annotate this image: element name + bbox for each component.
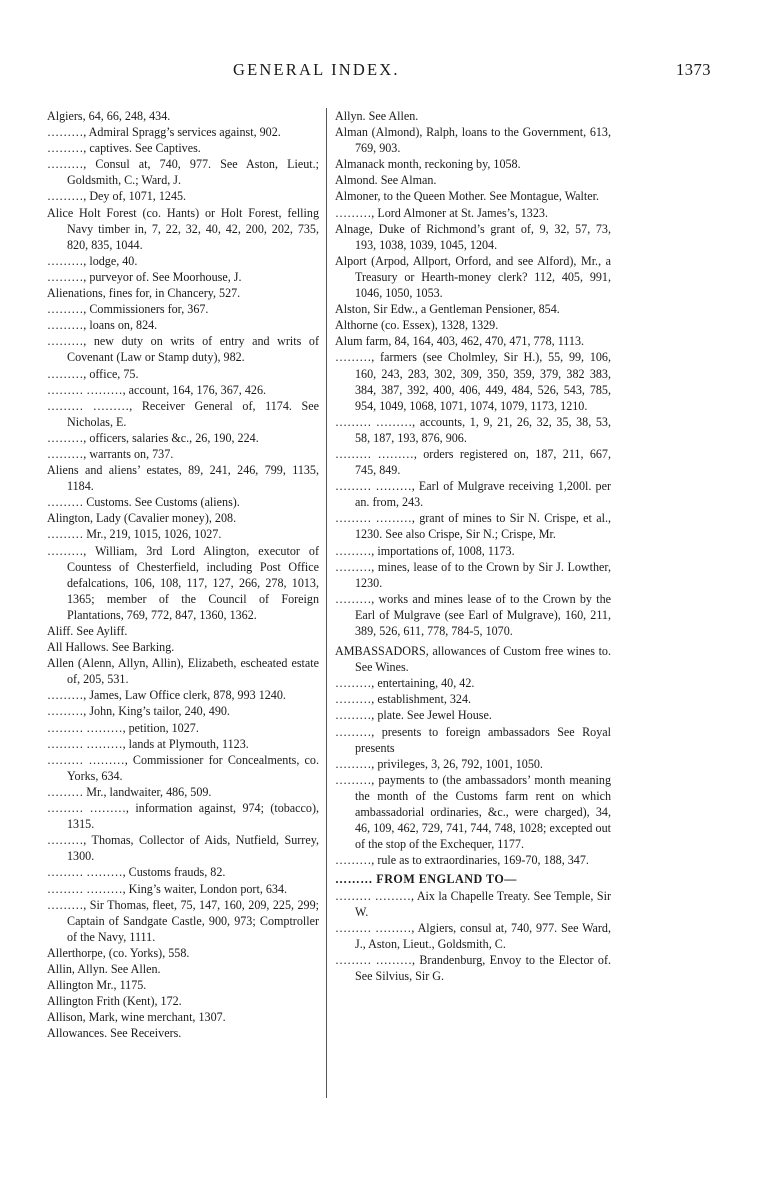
- index-entry: ……… Mr., 219, 1015, 1026, 1027.: [47, 527, 222, 542]
- index-entry: ………, mines, lease of to the Crown by Sir J. Lowther, 1230.: [335, 559, 611, 590]
- index-entry: Allison, Mark, wine merchant, 1307.: [47, 1010, 226, 1025]
- index-entry: ……… ………, lands at Plymouth, 1123.: [47, 736, 249, 751]
- index-entry: ………, loans on, 824.: [47, 318, 158, 333]
- index-entry: ……… ………, Customs frauds, 82.: [47, 865, 226, 880]
- index-entry: Alport (Arpod, Allport, Orford, and see Alford), Mr., a Treasury or Hearth-money clerk? 112, 405, 991, 1046, 1050, 1053.: [335, 253, 611, 301]
- index-entry: ……… Customs. See Customs (aliens).: [47, 495, 240, 510]
- index-entry: ……… ………, Earl of Mulgrave receiving 1,200l. per an. from, 243.: [335, 479, 611, 510]
- index-entry: ……… ………, information against, 974; (tobacco), 1315.: [47, 801, 319, 832]
- index-entry: ………, John, King’s tailor, 240, 490.: [47, 704, 230, 719]
- index-entry: ………, farmers (see Cholmley, Sir H.), 55, 99, 106, 160, 243, 283, 302, 309, 350, 359, 379, 382 383, 384, 387, 392, 400, 406, 449, 484, 526, 543, 785, 954, 1049, 1068, 1071, 1074, 1079, 1173, 1210.: [335, 350, 611, 413]
- index-entry: ………, presents to foreign ambassadors See Royal presents: [335, 724, 611, 755]
- index-entry: Almoner, to the Queen Mother. See Montague, Walter.: [335, 189, 599, 204]
- index-entry: Alum farm, 84, 164, 403, 462, 470, 471, 778, 1113.: [335, 334, 585, 349]
- index-entry: ………, Sir Thomas, fleet, 75, 147, 160, 209, 225, 299; Captain of Sandgate Castle, 900, 973; Comptroller of the Navy, 1111.: [47, 897, 319, 944]
- index-entry: Alnage, Duke of Richmond’s grant of, 9, 32, 57, 73, 193, 1038, 1039, 1045, 1204.: [335, 221, 611, 252]
- index-entry: ………, importations of, 1008, 1173.: [335, 543, 515, 558]
- index-entry: ………, James, Law Office clerk, 878, 993 1240.: [47, 688, 286, 703]
- index-entry: ………, new duty on writs of entry and writs of Covenant (Law or Stamp duty), 982.: [47, 334, 319, 365]
- index-entry: ………, payments to (the ambassadors’ month meaning the month of the Customs farm rent on which ambassadorial ordinaries, &c., were charged), 34, 46, 109, 462, 729, 741, 744, 748, 1028; excepted out of the stop of the Exchequer, 1177.: [335, 772, 611, 852]
- index-entry: Almond. See Alman.: [335, 173, 437, 188]
- index-entry: Allerthorpe, (co. Yorks), 558.: [47, 945, 190, 960]
- index-entry: ……… ………, Commissioner for Concealments, co. Yorks, 634.: [47, 752, 319, 783]
- index-entry: Allen (Alenn, Allyn, Allin), Elizabeth, escheated estate of, 205, 531.: [47, 656, 319, 687]
- index-entry: ……… ………, account, 164, 176, 367, 426.: [47, 382, 267, 397]
- index-entry: ……… ………, Brandenburg, Envoy to the Elector of. See Silvius, Sir G.: [335, 952, 611, 983]
- index-entry: Allyn. See Allen.: [335, 109, 419, 123]
- index-entry: Algiers, 64, 66, 248, 434.: [47, 109, 171, 123]
- index-entry: ………, Admiral Spragg’s services against, 902.: [47, 125, 281, 140]
- index-entry: ………, warrants on, 737.: [47, 446, 174, 461]
- index-entry: ………, plate. See Jewel House.: [335, 708, 492, 723]
- index-entry-ambassadors: AMBASSADORS, allowances of Custom free wines to. See Wines.: [335, 644, 611, 675]
- column-divider: [326, 108, 327, 1098]
- index-entry: Allin, Allyn. See Allen.: [47, 961, 161, 976]
- index-entry: ………, Thomas, Collector of Aids, Nutfield, Surrey, 1300.: [47, 833, 319, 864]
- index-entry: ……… ………, Aix la Chapelle Treaty. See Temple, Sir W.: [335, 888, 611, 919]
- index-entry: ………, office, 75.: [47, 366, 139, 381]
- page-header: [0, 60, 770, 84]
- index-entry: ……… ………, orders registered on, 187, 211, 667, 745, 849.: [335, 446, 611, 478]
- index-entry: All Hallows. See Barking.: [47, 640, 175, 655]
- index-entry: Almanack month, reckoning by, 1058.: [335, 157, 521, 172]
- index-column-right: [335, 108, 611, 984]
- index-entry: ……… ………, petition, 1027.: [47, 720, 199, 735]
- index-entry: ……… Mr., landwaiter, 486, 509.: [47, 784, 212, 799]
- index-entry: ……… ………, Algiers, consul at, 740, 977. See Ward, J., Aston, Lieut., Goldsmith, C.: [335, 920, 611, 951]
- index-entry: ………, purveyor of. See Moorhouse, J.: [47, 269, 242, 284]
- index-entry: Aliff. See Ayliff.: [47, 624, 128, 638]
- index-entry: Alman (Almond), Ralph, loans to the Government, 613, 769, 903.: [335, 125, 611, 156]
- index-entry: ………, captives. See Captives.: [47, 141, 201, 156]
- running-title: GENERAL INDEX.: [233, 60, 400, 79]
- index-entry: ……… ………, accounts, 1, 9, 21, 26, 32, 35, 38, 53, 58, 187, 193, 876, 906.: [335, 414, 611, 445]
- index-entry: Alienations, fines for, in Chancery, 527.: [47, 286, 241, 301]
- index-entry: Allington Frith (Kent), 172.: [47, 994, 182, 1009]
- index-entry: ………, establishment, 324.: [335, 692, 472, 707]
- index-entry: ………, entertaining, 40, 42.: [335, 676, 475, 691]
- index-entry: Aliens and aliens’ estates, 89, 241, 246, 799, 1135, 1184.: [47, 463, 319, 494]
- index-entry: ………, Dey of, 1071, 1245.: [47, 189, 187, 204]
- index-entry: ………, works and mines lease of to the Crown by the Earl of Mulgrave (see Earl of Mulgrave), 160, 211, 389, 526, 611, 778, 784-5, 1070.: [335, 591, 611, 638]
- index-entry: Allowances. See Receivers.: [47, 1026, 182, 1041]
- index-entry: ……… ………, Receiver General of, 1174. See Nicholas, E.: [47, 398, 319, 429]
- index-entry: ……… ………, grant of mines to Sir N. Crispe, et al., 1230. See also Crispe, Sir N.; Crispe, Mr.: [335, 511, 611, 542]
- index-entry: ………, Consul at, 740, 977. See Aston, Lieut.; Goldsmith, C.; Ward, J.: [47, 157, 319, 188]
- page-number: 1373: [676, 60, 711, 79]
- index-entry: ………, rule as to extraordinaries, 169-70, 188, 347.: [335, 853, 589, 868]
- index-entry: Allington Mr., 1175.: [47, 978, 147, 993]
- index-entry: ………, privileges, 3, 26, 792, 1001, 1050.: [335, 756, 543, 771]
- index-entry: Althorne (co. Essex), 1328, 1329.: [335, 318, 499, 333]
- index-column-left: [47, 108, 319, 1041]
- index-entry: Alice Holt Forest (co. Hants) or Holt Forest, felling Navy timber in, 7, 22, 32, 40, 42, 200, 202, 735, 820, 835, 1044.: [47, 205, 319, 252]
- index-entry: ………, officers, salaries &c., 26, 190, 224.: [47, 430, 259, 445]
- index-entry: ………, Commissioners for, 367.: [47, 302, 209, 317]
- index-entry: ……… ………, King’s waiter, London port, 634.: [47, 881, 288, 896]
- index-entry: ………, lodge, 40.: [47, 253, 138, 268]
- index-entry: Alston, Sir Edw., a Gentleman Pensioner, 854.: [335, 302, 560, 317]
- index-entry: Alington, Lady (Cavalier money), 208.: [47, 511, 237, 526]
- index-subheading: ……… FROM ENGLAND TO—: [335, 872, 517, 887]
- index-entry: ………, William, 3rd Lord Alington, executor of Countess of Chesterfield, including Post Office defalcations, 106, 108, 117, 127, 266, 278, 1013, 1365; member of the Council of Foreign Plantations, 769, 772, 847, 1360, 1362.: [47, 543, 319, 622]
- index-entry: ………, Lord Almoner at St. James’s, 1323.: [335, 205, 548, 220]
